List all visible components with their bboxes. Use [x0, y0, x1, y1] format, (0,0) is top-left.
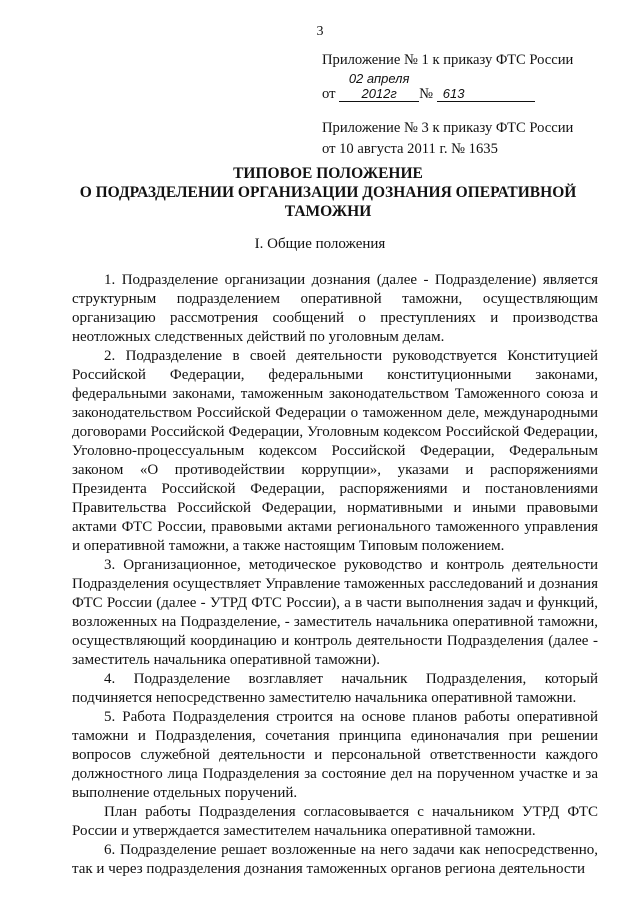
annex-1-block: [322, 50, 622, 105]
title-line-1: ТИПОВОЕ ПОЛОЖЕНИЕ: [233, 165, 423, 182]
paragraph-4: 4. Подразделение возглавляет начальник Подразделения, который подчиняется непосредственно заместителю начальника оперативной таможни.: [72, 671, 598, 706]
paragraph-1: 1. Подразделение организации дознания (далее - Подразделение) является структурным подразделением оперативной таможни, осуществляющим организацию рассмотрения сообщений о преступлениях и производства неотложных следственных действий по уголовным делам.: [72, 272, 598, 345]
paragraph-3: 3. Организационное, методическое руководство и контроль деятельности Подразделения осуществляет Управление таможенных расследований и дознания ФТС России (далее - УТРД ФТС России), а в части выполнения задач и функций, возложенных на Подразделение, - заместитель начальника оперативной таможни, осуществляющий координацию и контроль деятельности Подразделения (далее - заместитель начальника оперативной таможни).: [72, 557, 598, 668]
annex-1-date-line: [322, 71, 622, 105]
title-line-3: ТАМОЖНИ: [284, 203, 372, 220]
annex-3-block: [322, 118, 622, 160]
annex-3-date-line: от 10 августа 2011 г. № 1635: [322, 141, 498, 157]
paragraph-5-plan: План работы Подразделения согласовывается с начальником УТРД ФТС России и утверждается заместителем начальника оперативной таможни.: [72, 804, 598, 839]
document-title: [62, 164, 594, 221]
annex-3-title: Приложение № 3 к приказу ФТС России: [322, 120, 574, 136]
document-body: [72, 271, 598, 879]
paragraph-2: 2. Подразделение в своей деятельности руководствуется Конституцией Российской Федерации, федеральными конституционными законами, федеральными законами, таможенным законодательством Таможенного союза и законодательством Российской Федерации о таможенном деле, международными договорами Российской Федерации, Уголовным кодексом Российской Федерации, Уголовно-процессуальным кодексом Российской Федерации, Федеральным законом «О противодействии коррупции», указами и распоряжениями Президента Российской Федерации, распоряжениями и постановлениями Правительства Российской Федерации, нормативными и иными правовыми актами ФТС России, правовыми актами регионального таможенного управления и оперативной таможни, а также настоящим Типовым положением.: [72, 348, 598, 554]
paragraph-5: 5. Работа Подразделения строится на основе планов работы оперативной таможни и Подразделения, сочетания принципа единоначалия при решении вопросов служебной деятельности и персональной ответственности каждого должностного лица Подразделения за состояние дел на порученном участке и за выполнение отдельных поручений.: [72, 709, 598, 801]
annex-1-number-label: №: [419, 86, 434, 102]
annex-1-number: 613: [437, 86, 535, 102]
section-heading: I. Общие положения: [254, 236, 386, 252]
title-line-2: О ПОДРАЗДЕЛЕНИИ ОРГАНИЗАЦИИ ДОЗНАНИЯ ОПЕРАТИВНОЙ: [79, 184, 577, 201]
annex-1-prefix: от: [322, 86, 336, 102]
page-number: 3: [316, 24, 324, 39]
paragraph-6: 6. Подразделение решает возложенные на него задачи как непосредственно, так и через подразделения дознания таможенных органов региона деятельности: [72, 842, 598, 877]
annex-1-title: Приложение № 1 к приказу ФТС России: [322, 52, 574, 68]
annex-1-date: 02 апреля 2012г: [339, 71, 419, 102]
